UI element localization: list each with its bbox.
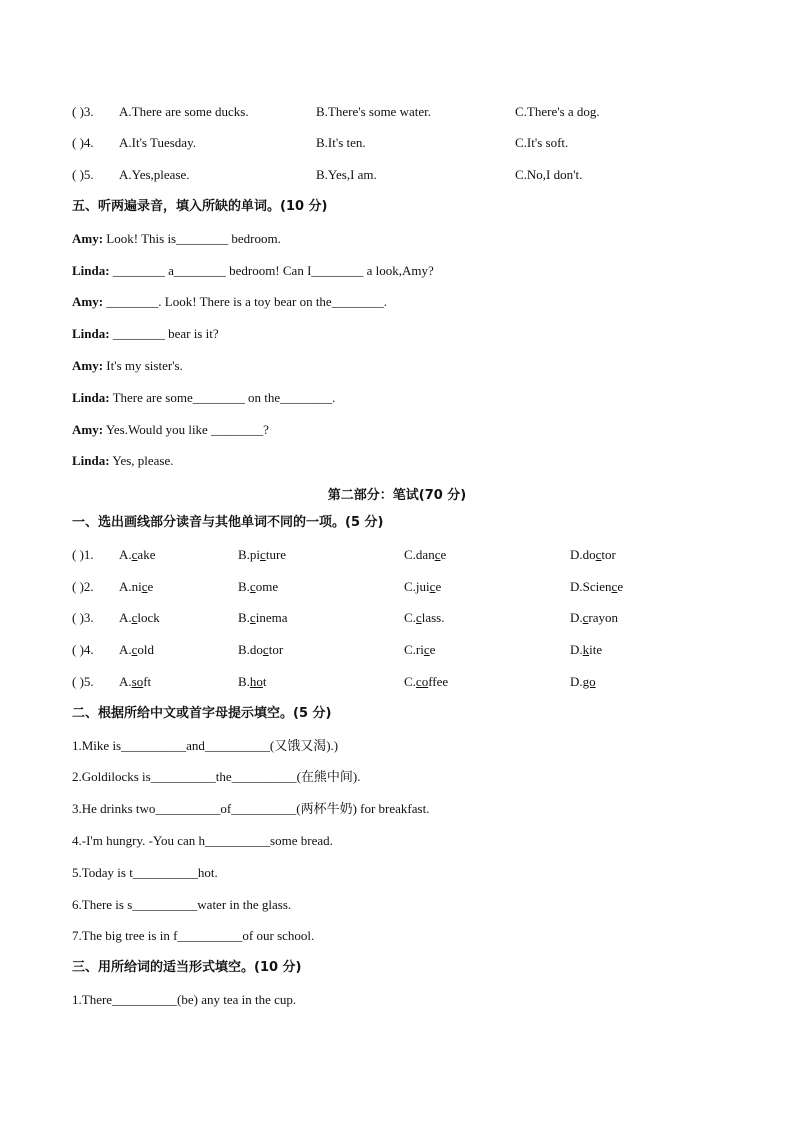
option-d: D.doctor — [570, 547, 616, 562]
question-number: ( )3. — [72, 610, 94, 625]
option-d: D.go — [570, 674, 596, 689]
option-b: B.come — [238, 579, 279, 594]
option-a: A.soft — [119, 674, 152, 689]
dialogue-line — [72, 422, 269, 438]
question-number: ( )3. — [72, 104, 94, 119]
option-a: A.nice — [119, 579, 154, 594]
dialogue-text: ________. Look! There is a toy bear on the________. — [106, 294, 387, 309]
dialogue-line — [72, 294, 387, 310]
option-c: C.coffee — [404, 674, 449, 689]
question-number: ( )1. — [72, 547, 94, 562]
option-b: B.There's some water. — [316, 104, 431, 119]
dialogue-text: ________ bear is it? — [112, 326, 219, 341]
speaker: Amy: — [72, 422, 104, 437]
speaker: Linda: — [72, 453, 110, 468]
option-b: B.hot — [238, 674, 267, 689]
dialogue-line — [72, 326, 219, 342]
dialogue-line — [72, 358, 183, 374]
option-c: C.dance — [404, 547, 447, 562]
dialogue-line — [72, 390, 335, 406]
option-b: B.Yes,I am. — [316, 167, 377, 182]
option-d: D.kite — [570, 642, 603, 657]
dialogue-text: Yes, please. — [112, 453, 174, 468]
option-c: C.No,I don't. — [515, 167, 583, 182]
option-b: B.doctor — [238, 642, 284, 657]
question-number: ( )5. — [72, 167, 94, 182]
dialogue-line — [72, 453, 174, 469]
dialogue-line — [72, 263, 434, 279]
option-a: A.clock — [119, 610, 160, 625]
dialogue-text: It's my sister's. — [106, 358, 183, 373]
option-c: C.It's soft. — [515, 135, 569, 150]
option-a: A.It's Tuesday. — [119, 135, 196, 150]
dialogue-text: Look! This is________ bedroom. — [106, 231, 281, 246]
section-heading: 三、用所给词的适当形式填空。(10 分) — [72, 960, 302, 975]
fill-item: 5.Today is t__________hot. — [72, 865, 218, 880]
option-b: B.cinema — [238, 610, 288, 625]
part-title: 第二部分：笔试(70 分) — [327, 488, 467, 503]
option-b: B.picture — [238, 547, 287, 562]
option-c: C.rice — [404, 642, 436, 657]
section-heading: 一、选出画线部分读音与其他单词不同的一项。(5 分) — [72, 515, 384, 530]
question-number: ( )5. — [72, 674, 94, 689]
speaker: Amy: — [72, 231, 104, 246]
option-a: A.cold — [119, 642, 155, 657]
option-b: B.It's ten. — [316, 135, 366, 150]
question-number: ( )4. — [72, 135, 94, 150]
fill-item: 3.He drinks two__________of__________(两杯牛奶) for breakfast. — [72, 801, 430, 816]
speaker: Linda: — [72, 390, 110, 405]
dialogue-text: ________ a________ bedroom! Can I________ a look,Amy? — [112, 263, 434, 278]
option-a: A.cake — [119, 547, 156, 562]
speaker: Linda: — [72, 263, 110, 278]
option-a: A.Yes,please. — [119, 167, 190, 182]
dialogue-text: There are some________ on the________. — [112, 390, 336, 405]
fill-item: 1.Mike is__________and__________(又饿又渴).) — [72, 738, 339, 753]
fill-item: 4.-I'm hungry. -You can h__________some bread. — [72, 833, 333, 848]
option-c: C.juice — [404, 579, 442, 594]
fill-item: 2.Goldilocks is__________the__________(在熊中间). — [72, 769, 361, 784]
dialogue-text: Yes.Would you like ________? — [105, 422, 269, 437]
option-d: D.crayon — [570, 610, 619, 625]
option-d: D.Science — [570, 579, 624, 594]
speaker: Amy: — [72, 294, 104, 309]
speaker: Linda: — [72, 326, 110, 341]
option-c: C.There's a dog. — [515, 104, 600, 119]
speaker: Amy: — [72, 358, 104, 373]
fill-item: 6.There is s__________water in the glass. — [72, 897, 292, 912]
fill-item: 7.The big tree is in f__________of our school. — [72, 928, 315, 943]
question-number: ( )2. — [72, 579, 94, 594]
fill-item: 1.There__________(be) any tea in the cup. — [72, 992, 297, 1007]
question-number: ( )4. — [72, 642, 94, 657]
dialogue-line — [72, 231, 281, 247]
section-heading: 五、听两遍录音，填入所缺的单词。(10 分) — [72, 199, 328, 214]
section-heading: 二、根据所给中文或首字母提示填空。(5 分) — [72, 706, 332, 721]
option-a: A.There are some ducks. — [119, 104, 249, 119]
option-c: C.class. — [404, 610, 445, 625]
